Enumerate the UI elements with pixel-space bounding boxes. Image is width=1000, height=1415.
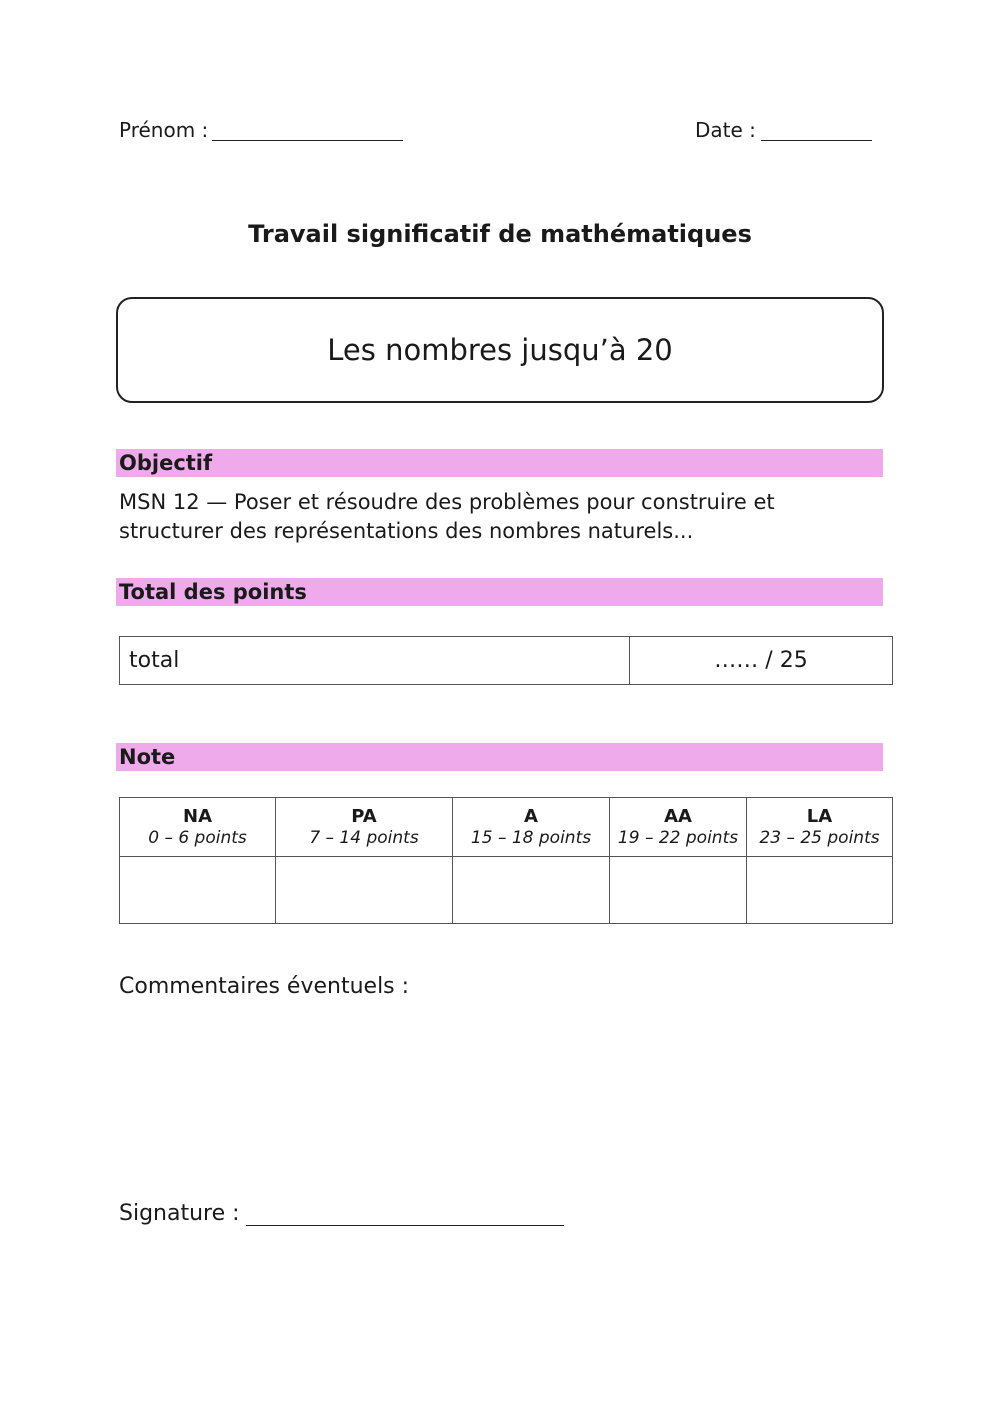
note-cell-aa[interactable] <box>610 857 747 924</box>
note-cell-la[interactable] <box>747 857 893 924</box>
note-level-range: 7 – 14 points <box>309 828 419 848</box>
note-cell-na[interactable] <box>120 857 276 924</box>
note-level-code: AA <box>664 806 692 827</box>
note-header-na <box>120 798 276 857</box>
total-label: total <box>120 637 630 685</box>
note-level-range: 0 – 6 points <box>148 828 247 848</box>
total-table <box>119 636 893 685</box>
note-heading: Note <box>116 743 883 771</box>
note-header-pa <box>276 798 453 857</box>
note-header-a <box>453 798 610 857</box>
comments-label: Commentaires éventuels : <box>119 974 410 999</box>
objectif-text: MSN 12 — Poser et résoudre des problèmes pour construire et structurer des représentations des nombres naturels... <box>119 490 775 543</box>
note-level-range: 23 – 25 points <box>759 828 880 848</box>
subject-title: Les nombres jusqu’à 20 <box>327 333 673 367</box>
document-title: Travail significatif de mathématiques <box>248 220 752 248</box>
note-header-aa <box>610 798 747 857</box>
note-level-code: NA <box>183 806 212 827</box>
note-level-code: A <box>524 806 538 827</box>
note-table <box>119 797 893 924</box>
total-value: …… / 25 <box>630 637 893 685</box>
subject-box <box>116 297 884 403</box>
signature-field-line[interactable] <box>246 1225 564 1226</box>
note-cell-a[interactable] <box>453 857 610 924</box>
note-level-code: LA <box>806 806 833 827</box>
note-level-range: 19 – 22 points <box>617 828 739 848</box>
total-heading: Total des points <box>116 578 883 606</box>
objectif-heading: Objectif <box>116 449 883 477</box>
date-label: Date : <box>695 118 756 142</box>
note-level-range: 15 – 18 points <box>470 828 592 848</box>
date-field-line[interactable] <box>761 140 872 141</box>
prenom-field-line[interactable] <box>212 140 403 141</box>
note-level-code: PA <box>351 806 377 827</box>
note-header-la <box>747 798 893 857</box>
note-cell-pa[interactable] <box>276 857 453 924</box>
prenom-label: Prénom : <box>119 118 209 142</box>
signature-label: Signature : <box>119 1201 240 1226</box>
